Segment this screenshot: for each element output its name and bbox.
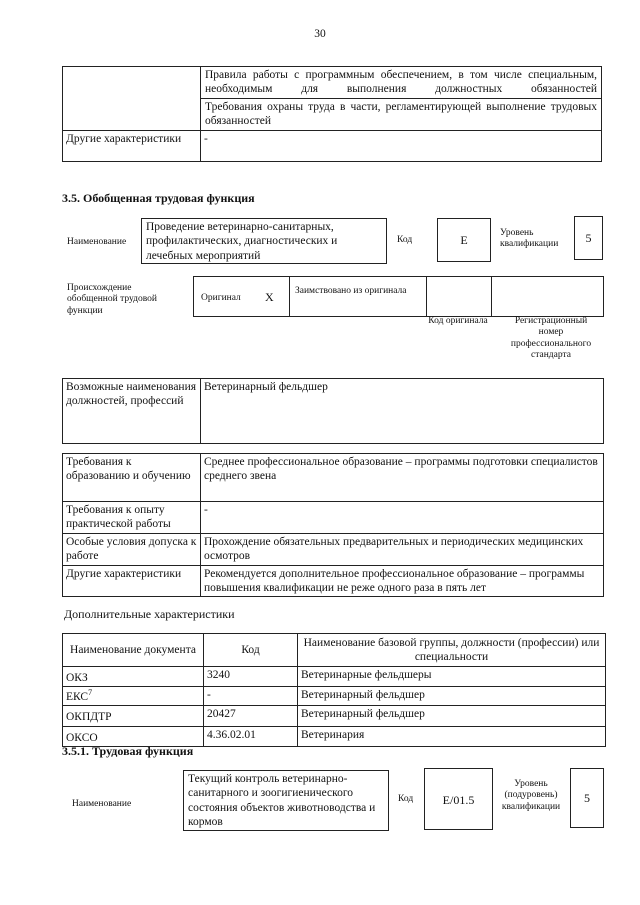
additional-row-name: Ветеринарный фельдшер: [298, 687, 606, 706]
section-351-code-label: Код: [398, 794, 414, 804]
top-table-other-label: Другие характеристики: [63, 130, 201, 161]
positions-value: Ветеринарный фельдшер: [201, 379, 604, 444]
additional-row-code: 3240: [204, 667, 298, 687]
top-table-req1: Правила работы с программным обеспечением, в том числе специальным, необходимым для выполнения должностных обязанностей: [201, 67, 602, 99]
origin-label: Происхождение обобщенной трудовой функции: [67, 283, 157, 316]
section-35-level-label: Уровень квалификации: [500, 228, 559, 250]
code-original-label: Код оригинала: [428, 316, 488, 326]
table-row: [63, 687, 606, 706]
origin-divider: [426, 277, 427, 316]
additional-row-doc: ЕКС$^7$: [63, 687, 204, 706]
additional-row-name: Ветеринарный фельдшер: [298, 706, 606, 726]
additional-row-name: Ветеринарные фельдшеры: [298, 667, 606, 687]
additional-row-code: 4.36.02.01: [204, 726, 298, 746]
section-35-heading: 3.5. Обобщенная трудовая функция: [62, 191, 255, 205]
additional-title: Дополнительные характеристики: [64, 607, 235, 621]
origin-divider: [491, 277, 492, 316]
section-35-name-value: Проведение ветеринарно-санитарных, профилактических, диагностических и лечебных мероприятий: [141, 218, 387, 264]
section-351-code-value: E/01.5: [424, 768, 493, 830]
additional-row-doc: ОКСО: [63, 726, 204, 746]
additional-row-code: -: [204, 687, 298, 706]
req-conditions-value: Прохождение обязательных предварительных и периодических медицинских осмотров: [201, 533, 604, 565]
section-351-name-value: Текущий контроль ветеринарно-санитарного и зоогигиенического состояния объектов животноводства и кормов: [183, 770, 389, 831]
req-conditions-label: Особые условия допуска к работе: [63, 533, 201, 565]
positions-table: [62, 378, 604, 444]
req-experience-value: -: [201, 502, 604, 534]
borrowed-label: Заимствовано из оригинала: [295, 286, 407, 296]
section-35-code-value: E: [437, 218, 491, 262]
section-351-name-label: Наименование: [72, 799, 132, 809]
req-other-label: Другие характеристики: [63, 565, 201, 597]
section-351-heading: 3.5.1. Трудовая функция: [62, 744, 194, 758]
additional-header-code: Код: [204, 634, 298, 667]
additional-header-doc: Наименование документа: [63, 634, 204, 667]
table-row: [63, 706, 606, 726]
top-table-empty-cell: [63, 67, 201, 99]
req-education-label: Требования к образованию и обучению: [63, 454, 201, 502]
req-experience-label: Требования к опыту практической работы: [63, 502, 201, 534]
top-table-other-value: -: [201, 130, 602, 161]
requirements-table: [62, 453, 604, 597]
original-label: Оригинал: [201, 293, 241, 303]
section-35-code-label: Код: [397, 235, 413, 245]
section-35-name-label: Наименование: [67, 237, 127, 247]
top-table-req2: Требования охраны труда в части, регламентирующей выполнение трудовых обязанностей: [201, 98, 602, 130]
origin-table: [193, 276, 604, 317]
additional-row-doc: ОКПДТР: [63, 706, 204, 726]
additional-row-doc: ОКЗ: [63, 667, 204, 687]
section-351-level-value: 5: [570, 768, 604, 828]
top-table-empty-cell: [63, 98, 201, 130]
additional-row-code: 20427: [204, 706, 298, 726]
original-mark: X: [265, 290, 274, 304]
section-35-level-value: 5: [574, 216, 603, 260]
additional-header-name: Наименование базовой группы, должности (профессии) или специальности: [298, 634, 606, 667]
top-requirements-table: [62, 66, 602, 162]
page-number: 30: [314, 28, 326, 40]
section-351-level-label: Уровень (подуровень) квалификации: [501, 779, 561, 812]
req-other-value: Рекомендуется дополнительное профессиональное образование – программы повышения квалификации не реже одного раза в пять лет: [201, 565, 604, 597]
positions-label: Возможные наименования должностей, профессий: [63, 379, 201, 444]
origin-divider: [289, 277, 290, 316]
reg-number-label: Регистрационный номер профессионального стандарта: [510, 316, 592, 361]
additional-table: [62, 633, 606, 747]
additional-row-name: Ветеринария: [298, 726, 606, 746]
table-row: [63, 667, 606, 687]
req-education-value: Среднее профессиональное образование – программы подготовки специалистов среднего звена: [201, 454, 604, 502]
